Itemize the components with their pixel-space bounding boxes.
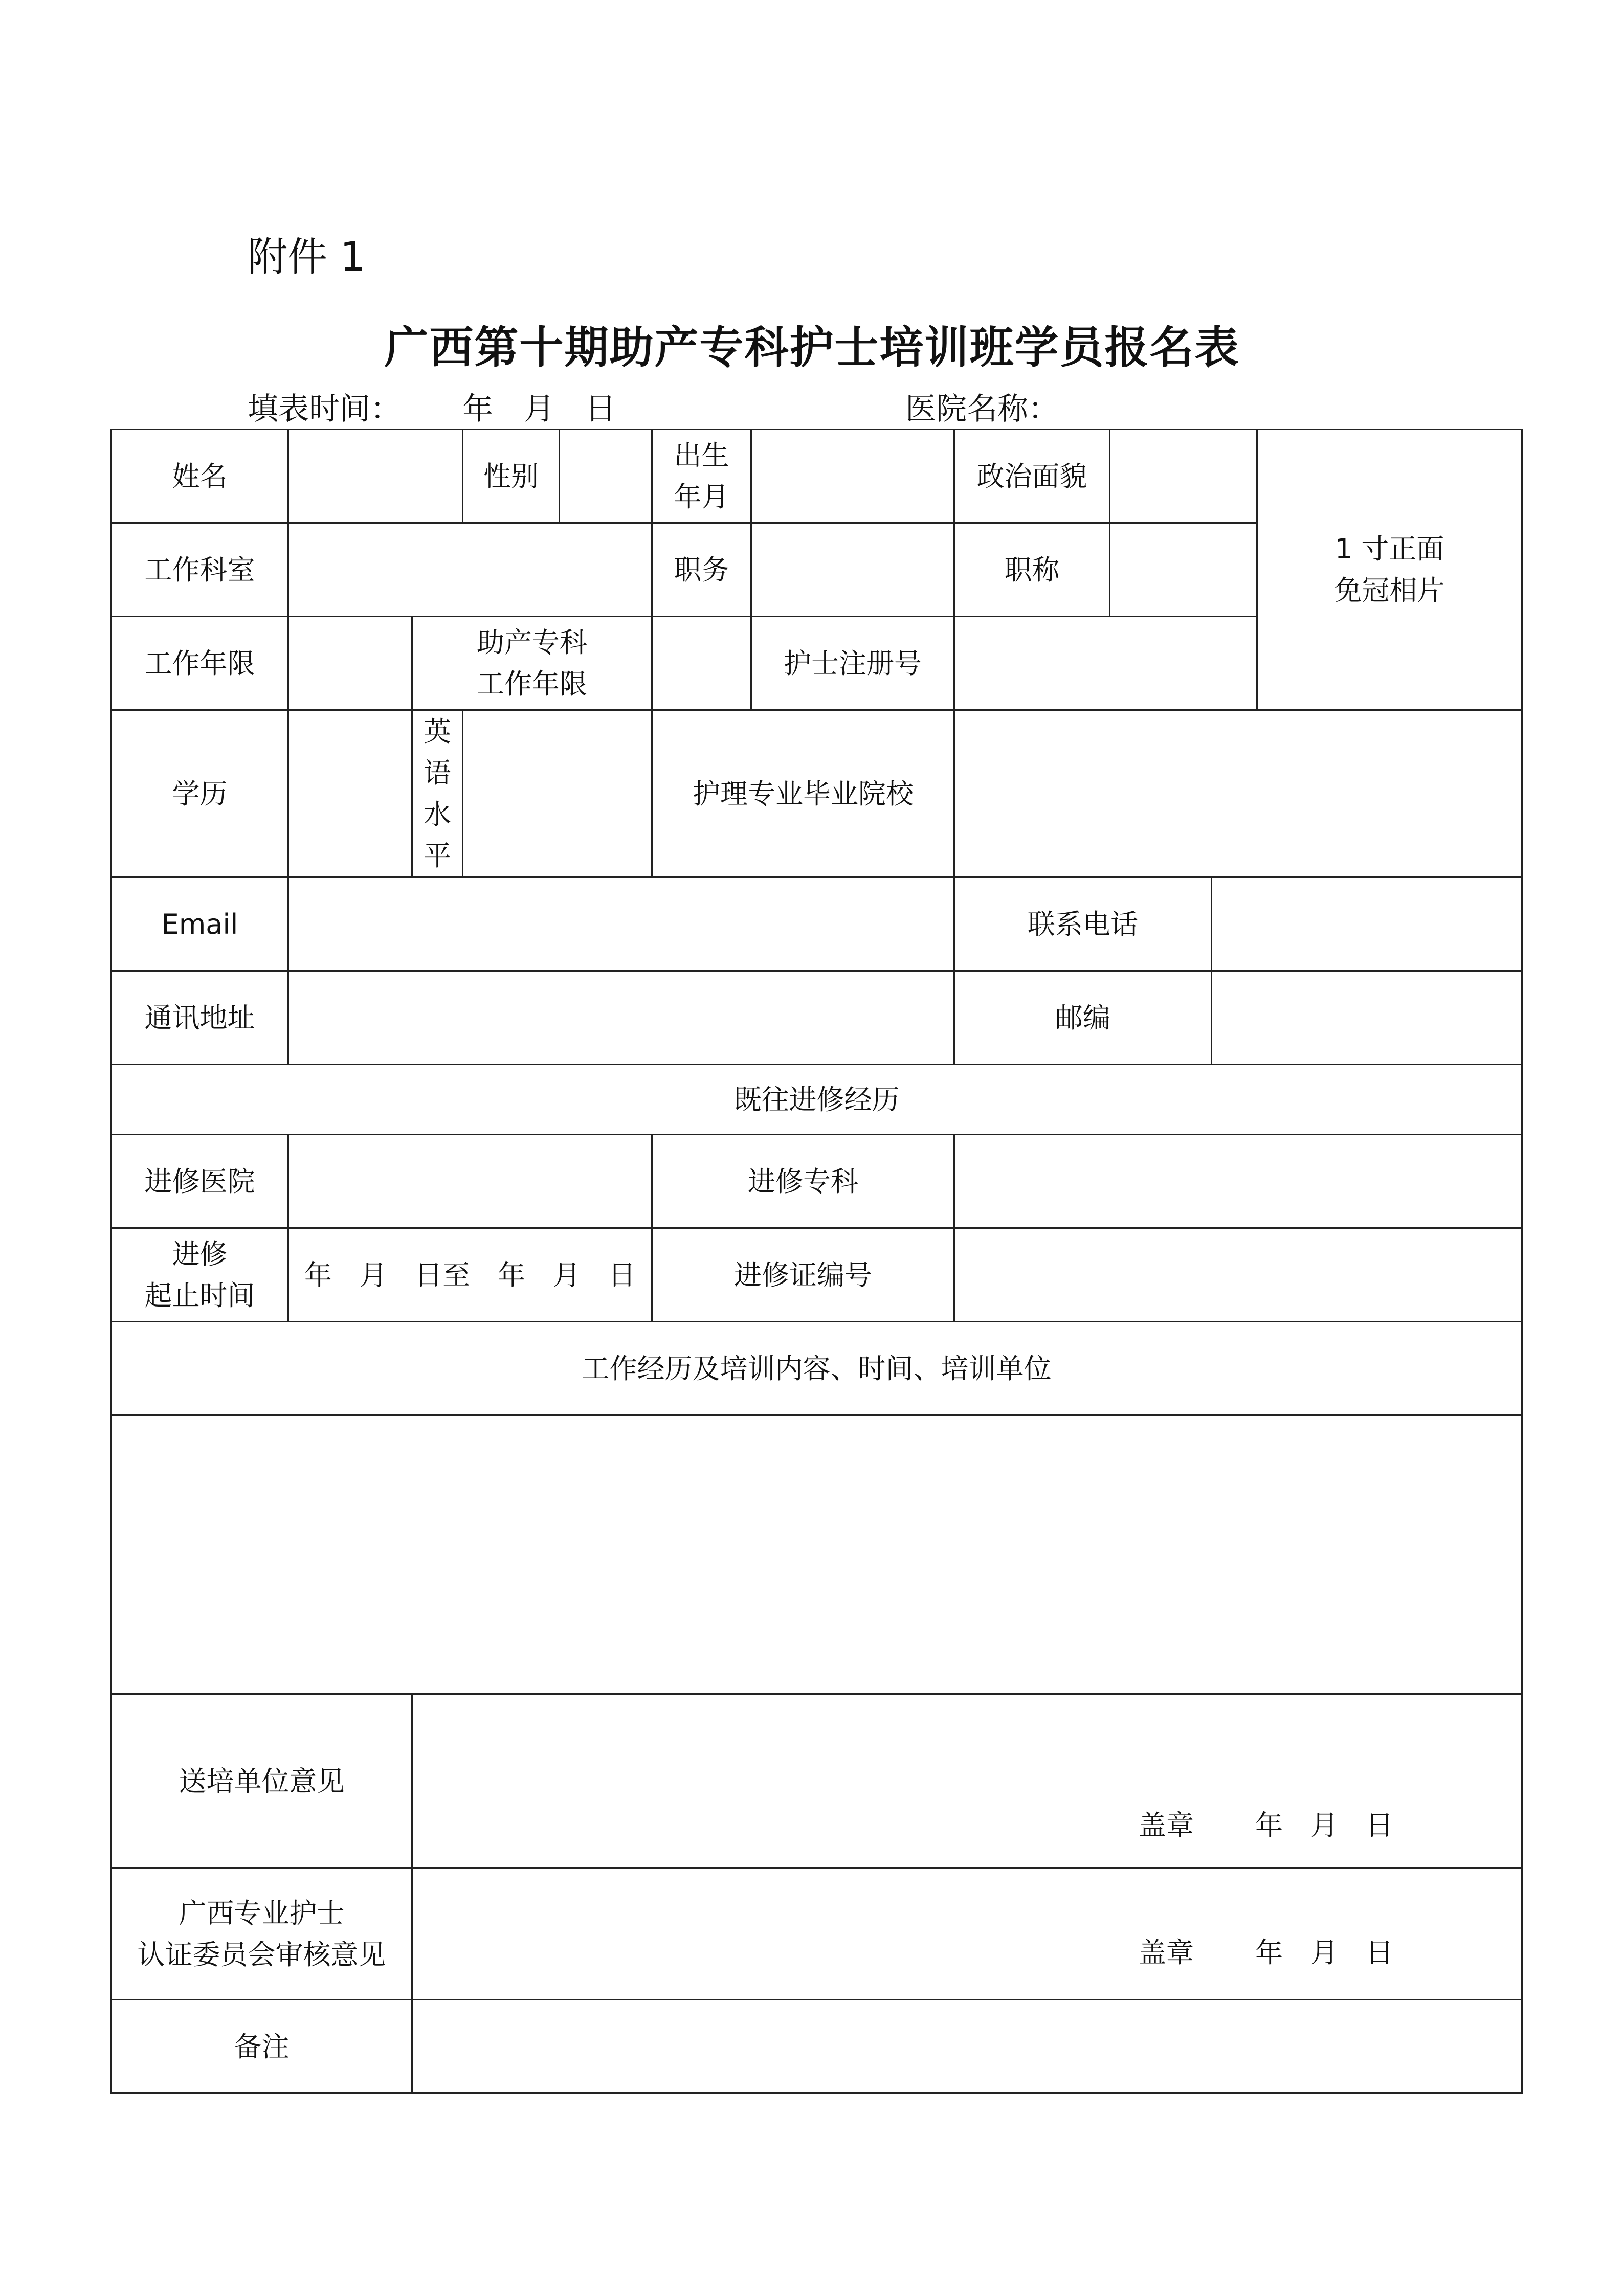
fill-time-line (248, 385, 616, 429)
label-english-line1: 英语 (424, 715, 451, 789)
field-education[interactable] (288, 710, 412, 877)
field-midwife-years[interactable] (652, 617, 751, 710)
field-duty[interactable] (751, 523, 954, 617)
label-title-rank: 职称 (954, 523, 1110, 617)
field-work-years[interactable] (288, 617, 412, 710)
hospital-name-label: 医院名称： (905, 391, 1059, 427)
field-study-specialty[interactable] (954, 1135, 1522, 1228)
sending-seal-line (1139, 1805, 1393, 1846)
review-seal: 盖章 (1139, 1937, 1194, 1969)
label-gender: 性别 (463, 430, 560, 523)
photo-line1: 1 寸正面 (1334, 533, 1444, 565)
field-study-hospital[interactable] (288, 1135, 652, 1228)
label-email: Email (112, 877, 288, 971)
field-review-opinion[interactable] (412, 1869, 1522, 2000)
label-midwife-years-line1: 助产专科 (477, 626, 587, 659)
field-nursing-school[interactable] (954, 710, 1522, 877)
field-name[interactable] (288, 430, 463, 523)
label-name: 姓名 (112, 430, 288, 523)
label-midwife-years (412, 617, 652, 710)
label-duty: 职务 (652, 523, 751, 617)
label-birth-line1: 出生 (674, 439, 729, 471)
label-study-specialty: 进修专科 (652, 1135, 954, 1228)
label-education: 学历 (112, 710, 288, 877)
field-gender[interactable] (560, 430, 652, 523)
label-midwife-years-line2: 工作年限 (477, 668, 587, 700)
field-email[interactable] (288, 877, 954, 971)
label-review-line1: 广西专业护士 (179, 1897, 345, 1929)
label-address: 通讯地址 (112, 971, 288, 1065)
photo-box[interactable] (1257, 430, 1522, 710)
label-birth-line2: 年月 (674, 481, 729, 513)
label-review-opinion (112, 1869, 412, 2000)
label-study-period-line1: 进修 (172, 1238, 228, 1270)
fill-day: 日 (585, 391, 616, 427)
review-seal-line (1139, 1932, 1393, 1973)
label-study-period (112, 1228, 288, 1322)
label-english (412, 710, 463, 877)
attachment-label: 附件 1 (248, 234, 366, 280)
fill-time-label: 填表时间： (248, 391, 401, 427)
label-review-line2: 认证委员会审核意见 (137, 1939, 386, 1971)
field-phone[interactable] (1212, 877, 1522, 971)
label-remarks: 备注 (112, 2000, 412, 2094)
field-department[interactable] (288, 523, 652, 617)
fill-year: 年 (462, 391, 493, 427)
label-nursing-school: 护理专业毕业院校 (652, 710, 954, 877)
label-work-years: 工作年限 (112, 617, 288, 710)
field-birth[interactable] (751, 430, 954, 523)
label-political: 政治面貌 (954, 430, 1110, 523)
page-title: 广西第十期助产专科护士培训班学员报名表 (384, 322, 1240, 373)
field-nurse-reg-no[interactable] (954, 617, 1257, 710)
photo-line2: 免冠相片 (1334, 574, 1445, 606)
label-study-hospital: 进修医院 (112, 1135, 288, 1228)
field-address[interactable] (288, 971, 954, 1065)
label-study-cert-no: 进修证编号 (652, 1228, 954, 1322)
label-department: 工作科室 (112, 523, 288, 617)
label-nurse-reg-no: 护士注册号 (751, 617, 954, 710)
label-sending-opinion: 送培单位意见 (112, 1694, 412, 1869)
sending-seal: 盖章 (1139, 1809, 1194, 1841)
review-seal-date: 年 月 日 (1255, 1937, 1393, 1969)
field-english[interactable] (463, 710, 652, 877)
label-postcode: 邮编 (954, 971, 1212, 1065)
field-postcode[interactable] (1212, 971, 1522, 1065)
field-sending-opinion[interactable] (412, 1694, 1522, 1869)
experience-header: 工作经历及培训内容、时间、培训单位 (112, 1322, 1522, 1415)
registration-form (110, 429, 1523, 2094)
field-title-rank[interactable] (1110, 523, 1257, 617)
label-english-line2: 水平 (424, 798, 451, 872)
field-political[interactable] (1110, 430, 1257, 523)
field-remarks[interactable] (412, 2000, 1522, 2094)
past-study-header: 既往进修经历 (112, 1065, 1522, 1135)
label-study-period-line2: 起止时间 (144, 1279, 255, 1312)
sending-seal-date: 年 月 日 (1255, 1809, 1393, 1841)
label-birth (652, 430, 751, 523)
fill-month: 月 (524, 391, 554, 427)
field-study-dates[interactable]: 年 月 日至 年 月 日 (288, 1228, 652, 1322)
field-study-cert-no[interactable] (954, 1228, 1522, 1322)
label-phone: 联系电话 (954, 877, 1212, 971)
field-experience[interactable] (112, 1415, 1522, 1694)
